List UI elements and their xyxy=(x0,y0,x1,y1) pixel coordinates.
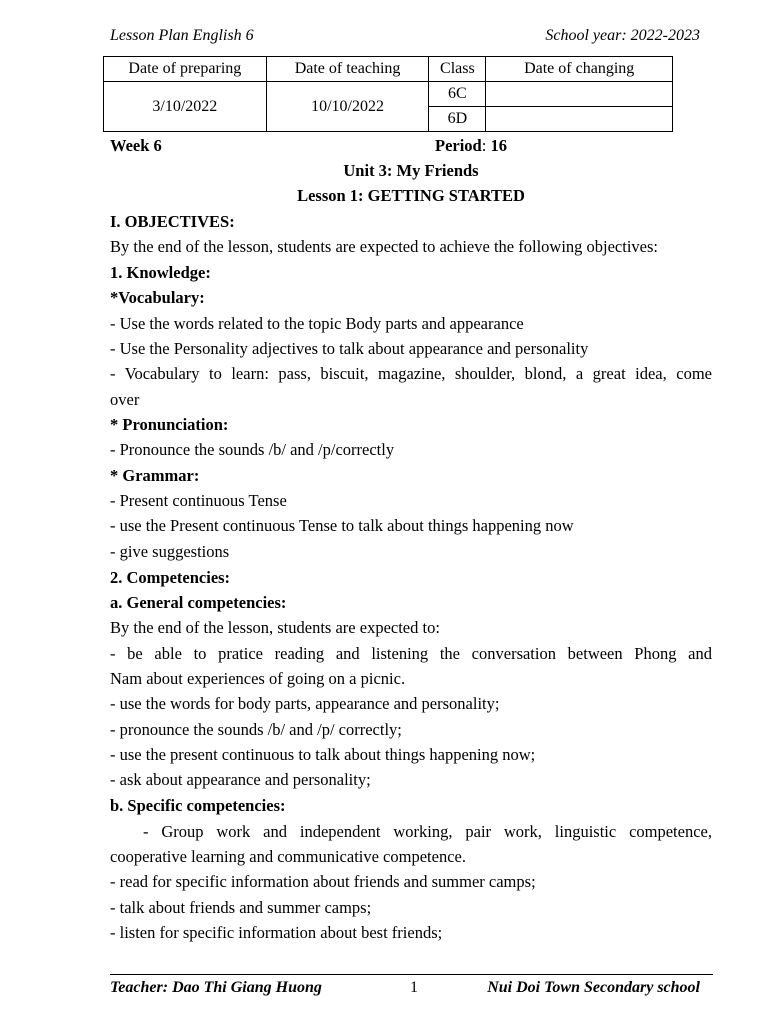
general-competency-item: - be able to pratice reading and listening the conversation between Phong and xyxy=(110,644,712,663)
vocabulary-item: - Use the words related to the topic Body parts and appearance xyxy=(110,314,524,333)
grammar-item: - give suggestions xyxy=(110,542,230,561)
period-value: 16 xyxy=(490,136,507,155)
specific-competency-item: - talk about friends and summer camps; xyxy=(110,898,372,917)
period-info xyxy=(435,136,507,156)
date-preparing-cell: 3/10/2022 xyxy=(104,82,267,132)
specific-competency-item: - listen for specific information about best friends; xyxy=(110,923,443,942)
objectives-intro: By the end of the lesson, students are expected to achieve the following objectives: xyxy=(110,237,659,256)
pronunciation-heading: * Pronunciation: xyxy=(110,415,229,434)
page-header xyxy=(110,27,700,47)
unit-title: Unit 3: My Friends xyxy=(343,161,479,180)
grammar-heading: * Grammar: xyxy=(110,466,200,485)
general-competencies-heading: a. General competencies: xyxy=(110,593,287,612)
page-number: 1 xyxy=(410,979,418,996)
header-date-preparing: Date of preparing xyxy=(104,57,267,82)
period-label: Period xyxy=(435,136,482,155)
footer-school: Nui Doi Town Secondary school xyxy=(487,979,700,996)
objectives-heading: I. OBJECTIVES: xyxy=(110,212,235,231)
vocabulary-item: - Vocabulary to learn: pass, biscuit, magazine, shoulder, blond, a great idea, come xyxy=(110,364,712,383)
specific-competencies-heading: b. Specific competencies: xyxy=(110,796,286,815)
week-label: Week 6 xyxy=(110,136,162,155)
general-competency-item: Nam about experiences of going on a picnic. xyxy=(110,669,406,688)
general-competency-item: - use the present continuous to talk about things happening now; xyxy=(110,745,536,764)
grammar-item: - use the Present continuous Tense to talk about things happening now xyxy=(110,516,574,535)
specific-competency-item: - Group work and independent working, pair work, linguistic competence, xyxy=(143,822,712,841)
change-cell xyxy=(486,82,673,107)
pronunciation-item: - Pronounce the sounds /b/ and /p/correctly xyxy=(110,440,395,459)
header-lesson-plan: Lesson Plan English 6 xyxy=(110,27,254,44)
specific-competency-item: cooperative learning and communicative competence. xyxy=(110,847,466,866)
competencies-heading: 2. Competencies: xyxy=(110,568,231,587)
general-competencies-intro: By the end of the lesson, students are expected to: xyxy=(110,618,440,637)
class-cell: 6D xyxy=(429,107,486,132)
vocabulary-heading: *Vocabulary: xyxy=(110,288,205,307)
footer-teacher: Teacher: Dao Thi Giang Huong xyxy=(110,979,322,996)
class-cell: 6C xyxy=(429,82,486,107)
schedule-row xyxy=(104,82,673,107)
vocabulary-item: over xyxy=(110,390,140,409)
schedule-table xyxy=(103,56,673,132)
specific-competency-item: - read for specific information about friends and summer camps; xyxy=(110,872,536,891)
grammar-item: - Present continuous Tense xyxy=(110,491,287,510)
header-school-year: School year: 2022-2023 xyxy=(545,27,700,44)
header-date-teaching: Date of teaching xyxy=(266,57,429,82)
footer-divider xyxy=(110,974,713,975)
vocabulary-item: - Use the Personality adjectives to talk about appearance and personality xyxy=(110,339,589,358)
general-competency-item: - pronounce the sounds /b/ and /p/ correctly; xyxy=(110,720,402,739)
change-cell xyxy=(486,107,673,132)
general-competency-item: - ask about appearance and personality; xyxy=(110,770,371,789)
period-separator: : xyxy=(481,136,491,155)
header-class: Class xyxy=(429,57,486,82)
general-competency-item: - use the words for body parts, appearance and personality; xyxy=(110,694,500,713)
knowledge-heading: 1. Knowledge: xyxy=(110,263,211,282)
header-date-changing: Date of changing xyxy=(486,57,673,82)
date-teaching-cell: 10/10/2022 xyxy=(266,82,429,132)
lesson-title: Lesson 1: GETTING STARTED xyxy=(297,186,525,205)
schedule-header-row xyxy=(104,57,673,82)
